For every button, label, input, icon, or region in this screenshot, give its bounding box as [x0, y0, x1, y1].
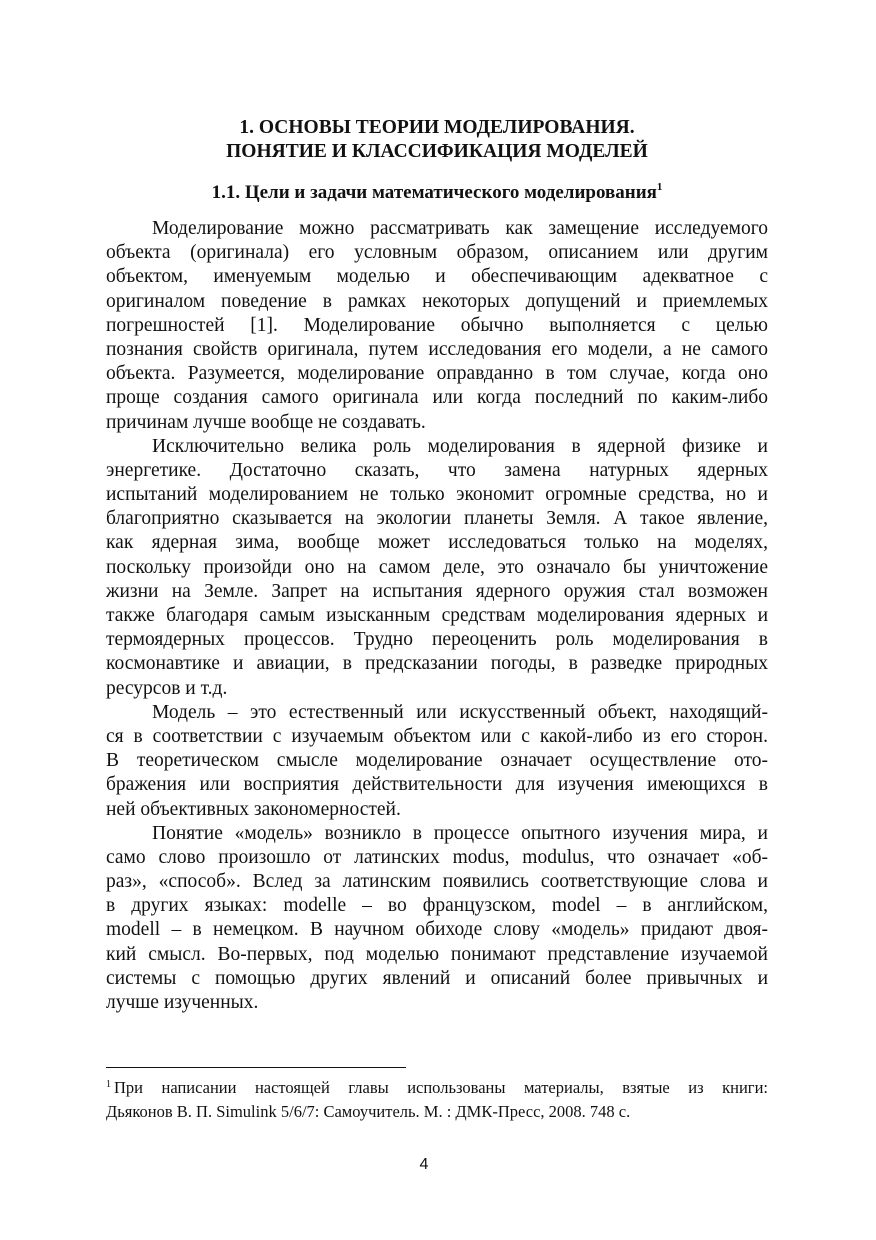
- footnote-line-1: [106, 1077, 768, 1101]
- paragraph-line: благоприятно сказывается на экологии планеты Земля. А такое явление,: [106, 508, 768, 530]
- paragraph-line: ней объективных закономерностей.: [106, 798, 401, 820]
- paragraph-line: причинам лучше вообще не создавать.: [106, 411, 426, 433]
- paragraph-line: в других языках: modelle – во французском, model – в английском,: [106, 895, 768, 917]
- paragraph-line: раз», «способ». Вслед за латинским появились соответствующие слова и: [106, 871, 768, 893]
- footnote-marker: 1: [106, 1079, 111, 1090]
- paragraph: [106, 701, 768, 822]
- paragraph: [106, 822, 768, 1016]
- paragraph-line: объекта. Разумеется, моделирование оправданно в том случае, когда оно: [106, 363, 768, 385]
- section-title-text: 1.1. Цели и задачи математического моделирования: [211, 182, 657, 203]
- paragraph-line: modell – в немецком. В научном обиходе слову «модель» придают двоя-: [106, 919, 768, 941]
- paragraph-line: термоядерных процессов. Трудно переоценить роль моделирования в: [106, 629, 768, 651]
- paragraph-line: жизни на Земле. Запрет на испытания ядерного оружия стал возможен: [106, 580, 768, 602]
- paragraph-line: объекта (оригинала) его условным образом, описанием или другим: [106, 242, 768, 264]
- paragraph-line: как ядерная зима, вообще может исследоваться только на моделях,: [106, 532, 768, 554]
- paragraph-line: В теоретическом смысле моделирование означает осуществление ото-: [106, 750, 768, 772]
- paragraph-line: само слово произошло от латинских modus, modulus, что означает «об-: [106, 846, 768, 868]
- paragraph-line: космонавтике и авиации, в предсказании погоды, в разведке природных: [106, 653, 768, 675]
- paragraph: [106, 217, 768, 435]
- document-page: [106, 0, 768, 1240]
- section-title: [106, 181, 768, 207]
- chapter-title-line-2: ПОНЯТИЕ И КЛАССИФИКАЦИЯ МОДЕЛЕЙ: [226, 141, 648, 162]
- paragraph-line: испытаний моделированием не только экономит огромные средства, но и: [106, 484, 768, 506]
- paragraph-line: ресурсов и т.д.: [106, 677, 228, 699]
- paragraph-line: поскольку произойди оно на самом деле, это означало бы уничтожение: [106, 556, 768, 578]
- paragraph-line: лучше изученных.: [106, 992, 259, 1013]
- chapter-title-line-1: 1. ОСНОВЫ ТЕОРИИ МОДЕЛИРОВАНИЯ.: [239, 117, 635, 138]
- paragraph-line: проще создания самого оригинала или когда последний по каким-либо: [106, 387, 768, 409]
- paragraph-line: объектом, именуемым моделью и обеспечивающим адекватное с: [106, 266, 768, 288]
- paragraph-line: ся в соответствии с изучаемым объектом или с какой-либо из его сторон.: [106, 725, 768, 747]
- footnote-line-2: Дьяконов В. П. Simulink 5/6/7: Самоучитель. М. : ДМК-Пресс, 2008. 748 с.: [106, 1102, 631, 1122]
- paragraph-line: Исключительно велика роль моделирования в ядерной физике и: [152, 435, 768, 457]
- paragraph-line: погрешностей [1]. Моделирование обычно выполняется с целью: [106, 314, 768, 336]
- paragraph-line: бражения или восприятия действительности для изучения имеющихся в: [106, 774, 768, 796]
- footnote-reference[interactable]: 1: [656, 181, 663, 193]
- paragraph-line: Модель – это естественный или искусственный объект, находящий-: [152, 701, 768, 723]
- paragraph-line: Моделирование можно рассматривать как замещение исследуемого: [152, 218, 768, 239]
- body-text: [106, 217, 768, 1015]
- paragraph: [106, 435, 768, 701]
- paragraph-line: оригиналом поведение в рамках некоторых допущений и приемлемых: [106, 290, 768, 312]
- footnote: [106, 1077, 768, 1125]
- paragraph-line: Понятие «модель» возникло в процессе опытного изучения мира, и: [152, 822, 768, 844]
- paragraph-line: системы с помощью других явлений и описаний более привычных и: [106, 967, 768, 989]
- page-number: 4: [419, 1156, 429, 1173]
- footnote-text-1: При написании настоящей главы использованы материалы, взятые из книги:: [114, 1078, 768, 1097]
- paragraph-line: кий смысл. Во-первых, под моделью понимают представление изучаемой: [106, 943, 768, 965]
- paragraph-line: также благодаря самым изысканным средствам моделирования ядерных и: [106, 605, 768, 626]
- paragraph-line: познания свойств оригинала, путем исследования его модели, а не самого: [106, 338, 768, 360]
- chapter-title: [106, 116, 768, 164]
- paragraph-line: энергетике. Достаточно сказать, что замена натурных ядерных: [106, 459, 768, 481]
- footnote-separator: [106, 1067, 406, 1068]
